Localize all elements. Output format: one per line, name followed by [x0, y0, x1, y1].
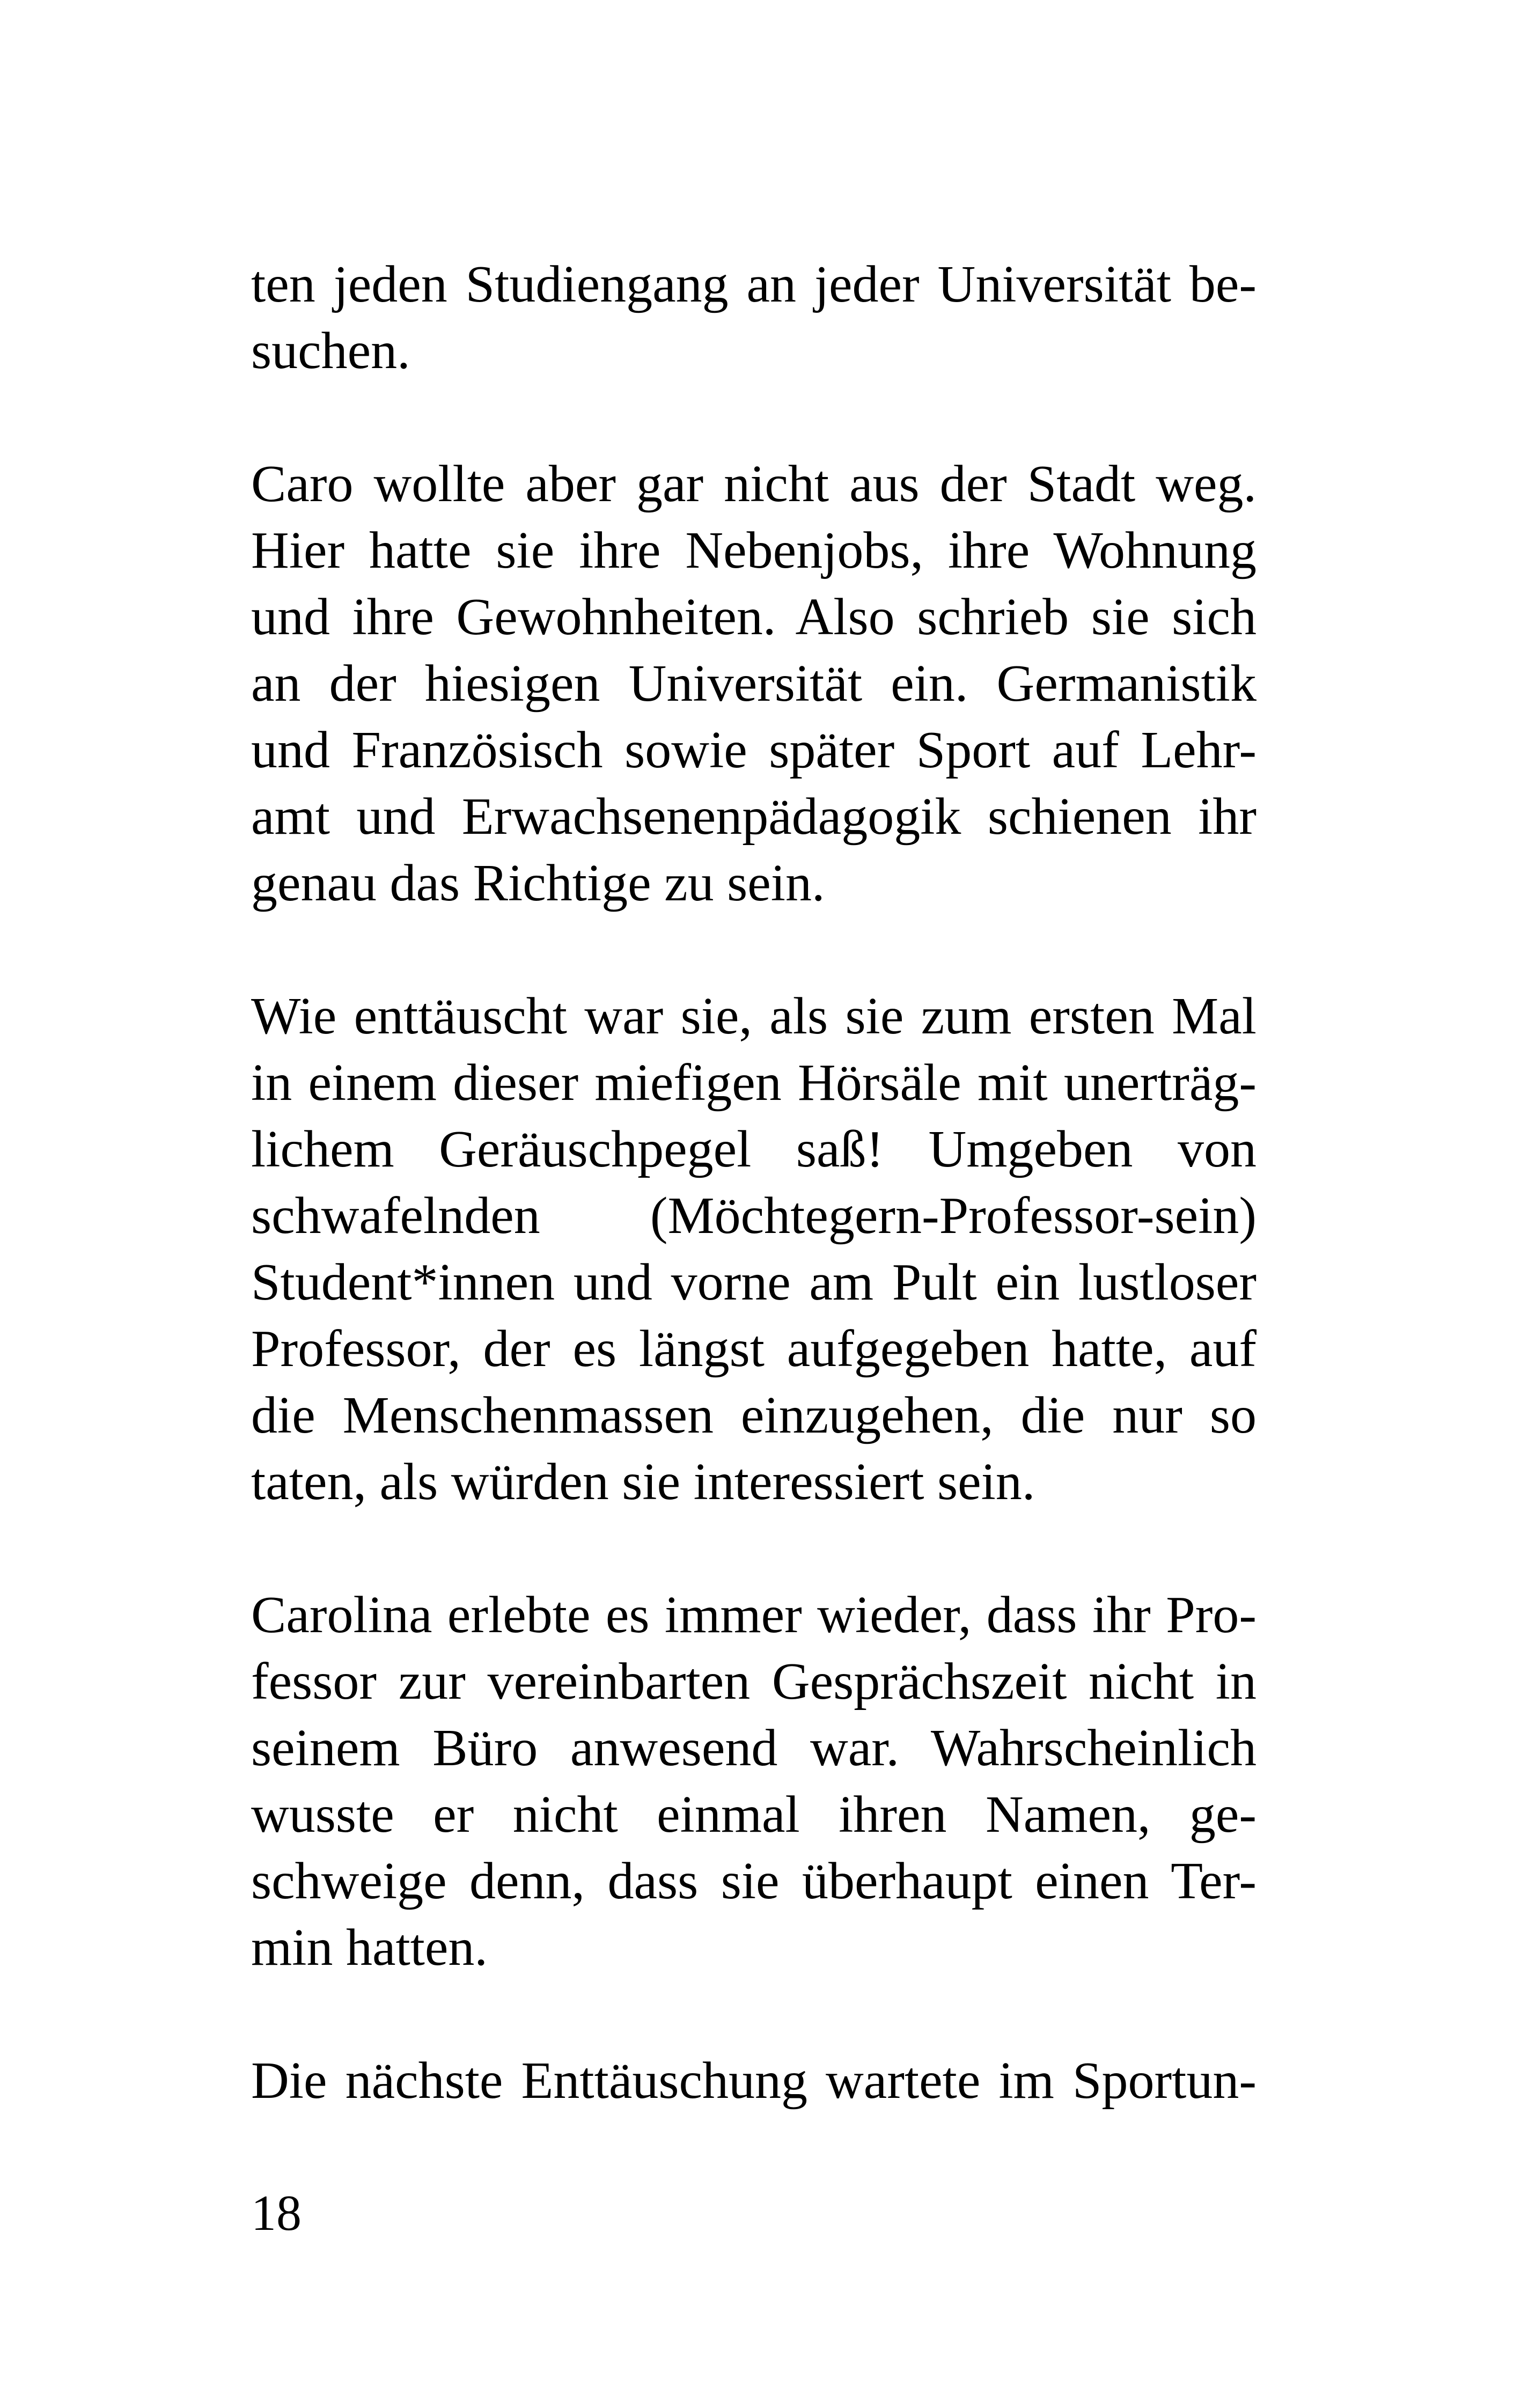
text-line: wusste er nicht einmal ihren Namen, ge-: [251, 1786, 1257, 1844]
text-line: suchen.: [251, 322, 410, 380]
text-line: und Französisch sowie später Sport auf Lehr-: [251, 721, 1257, 779]
text-line: genau das Richtige zu sein.: [251, 854, 825, 912]
paragraph-4: [251, 1582, 1257, 1981]
text-line: taten, als würden sie interessiert sein.: [251, 1453, 1035, 1511]
text-line: Professor, der es längst aufgegeben hatte, auf: [251, 1320, 1257, 1378]
text-line: Wie enttäuscht war sie, als sie zum ersten Mal: [251, 987, 1257, 1045]
text-line: lichem Geräuschpegel saß! Umgeben von: [251, 1120, 1257, 1178]
text-line: amt und Erwachsenenpädagogik schienen ihr: [251, 788, 1257, 846]
text-line: min hatten.: [251, 1919, 488, 1977]
paragraph-5: [251, 2047, 1257, 2114]
text-line: fessor zur vereinbarten Gesprächszeit nicht in: [251, 1653, 1257, 1710]
text-line: in einem dieser miefigen Hörsäle mit unerträg-: [251, 1054, 1257, 1112]
text-line: Carolina erlebte es immer wieder, dass ihr Pro-: [251, 1586, 1257, 1644]
text-line: Die nächste Enttäuschung wartete im Sportun-: [251, 2052, 1257, 2110]
text-line: Hier hatte sie ihre Nebenjobs, ihre Wohnung: [251, 522, 1257, 579]
text-line: Caro wollte aber gar nicht aus der Stadt weg.: [251, 455, 1257, 513]
page-number: 18: [251, 2185, 302, 2241]
text-line: die Menschenmassen einzugehen, die nur so: [251, 1386, 1257, 1444]
text-line: und ihre Gewohnheiten. Also schrieb sie sich: [251, 588, 1257, 646]
body-text: [251, 251, 1257, 2181]
paragraph-3: [251, 983, 1257, 1515]
text-line: Student*innen und vorne am Pult ein lustloser: [251, 1253, 1257, 1311]
text-line: seinem Büro anwesend war. Wahrscheinlich: [251, 1719, 1257, 1777]
paragraph-2: [251, 451, 1257, 916]
text-line: an der hiesigen Universität ein. Germanistik: [251, 655, 1257, 713]
text-line: schweige denn, dass sie überhaupt einen Ter-: [251, 1852, 1257, 1910]
paragraph-1: [251, 251, 1257, 384]
text-line: schwafelnden (Möchtegern-Professor-sein): [251, 1187, 1257, 1245]
text-line: ten jeden Studiengang an jeder Universität be-: [251, 255, 1257, 313]
